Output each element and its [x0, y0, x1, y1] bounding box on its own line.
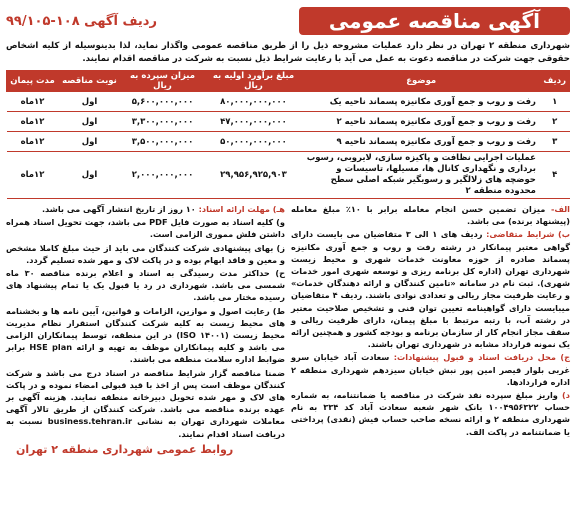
row-deposit: ۵,۶۰۰,۰۰۰,۰۰۰	[121, 92, 205, 112]
col-header-idx: ردیف	[540, 71, 570, 92]
table-row	[7, 152, 570, 199]
condition-a-key: الف-	[545, 204, 570, 214]
table-row	[7, 112, 570, 132]
row-deposit: ۳,۳۰۰,۰۰۰,۰۰۰	[121, 112, 205, 132]
row-estimate: ۸۰,۰۰۰,۰۰۰,۰۰۰	[205, 92, 303, 112]
condition-c-key: ج) محل دریافت اسناد و قبول پیشنهادات:	[389, 352, 570, 363]
row-subject: عملیات اجرایی نظافت و پاکیزه سازی، لایروبی، رسوب برداری و نگهداری کانال ها، مسیلها، تاسیسات و حوضچه های زلالگیر و رسوبگیر شبکه اصلی سطح محدوده منطقه ۲	[303, 152, 540, 199]
table-header-row	[7, 71, 570, 92]
condition-e-text: ۱۰ روز از تاریخ انتشار آگهی می باشد.	[41, 204, 196, 214]
condition-b-key: ب) شرایط متقاضی:	[482, 229, 570, 240]
tender-table	[6, 70, 570, 199]
condition-g: ز) بهای پیشنهادی شرکت کنندگان می باید از حیث مبلغ کاملا مشخص و معین و فاقد ابهام بوده و در پاکت لاک و مهر شده تسلیم گردد.	[6, 242, 285, 265]
ad-title: آگهی مناقصه عمومی	[299, 7, 570, 35]
conditions-body	[6, 203, 570, 456]
row-estimate: ۵۰,۰۰۰,۰۰۰,۰۰۰	[205, 132, 303, 152]
row-deposit: ۲,۰۰۰,۰۰۰,۰۰۰	[121, 152, 205, 199]
row-subject: رفت و روب و جمع آوری مکانیزه پسماند ناحیه ۲	[303, 112, 540, 132]
row-duration: ۱۲ماه	[7, 92, 59, 112]
intro-text: شهرداری منطقه ۲ تهران در نظر دارد عملیات مشروحه ذیل را از طریق مناقصه عمومی واگذار نماید، لذا بدینوسیله از کلیه اشخاص حقوقی جهت شرکت در مناقصه دعوت به عمل می آید با رعایت شرایط ذیل نسبت به شرکت در مناقصه اقدام نمایند.	[6, 41, 570, 64]
condition-c-text: سعادت آباد خیابان سرو غربی بلوار قیصر امین پور نبش خیابان سیزدهم شهرداری منطقه ۲ اداره قراردادها.	[291, 352, 570, 387]
col-header-estimate: مبلغ برآورد اولیه به ریال	[205, 71, 303, 92]
condition-b	[291, 228, 570, 350]
condition-h: ح) حداکثر مدت رسیدگی به اسناد و اعلام برنده مناقصه ۳۰ ماه شمسی می باشد. شهرداری در رد یا قبول یک یا تمام پیشنهاد های رسیده مختار می باشد.	[6, 268, 286, 303]
public-relations-signature: روابط عمومی شهرداری منطقه ۲ تهران	[16, 442, 234, 456]
row-idx: ۴	[540, 152, 570, 199]
row-duration: ۱۲ماه	[7, 132, 59, 152]
row-duration: ۱۲ماه	[7, 152, 59, 199]
condition-a	[291, 203, 570, 227]
condition-e	[6, 203, 285, 215]
condition-general: ضمنا مناقصه گزار شرایط مناقصه در اسناد درج می باشد و شرکت کنندگان موظف است پس از اخذ با قید قبولی امضاء نموده و در پاکت های لاک و مهر شده تحویل دبیرخانه منطقه نمایند. هزینه آگهی بر عهده برنده مناقصه می باشد. شرکت کنندگان از طریق تالار آگهی معاملات شهرداری تهران به نشانی business.tehran.ir نسبت به دریافت اسناد اقدام نمایند.	[6, 367, 286, 439]
row-subject: رفت و روب و جمع آوری مکانیزه پسماند ناحیه یک	[303, 92, 540, 112]
col-header-subject: موضوع	[303, 71, 540, 92]
row-estimate: ۴۷,۰۰۰,۰۰۰,۰۰۰	[205, 112, 303, 132]
row-round: اول	[59, 92, 121, 112]
row-subject: رفت و روب و جمع آوری مکانیزه پسماند ناحیه ۹	[303, 132, 540, 152]
condition-d-key: د)	[557, 390, 570, 401]
condition-b-text: ردیف های ۱ الی ۳ متقاضیان می بایست دارای گواهی معتبر پیمانکار در رشته رفت و روب و جمع آوری مکانیزه پسماند صادره از حوزه معاونت خدمات شهری و محیط زیست شهرداری تهران (اداره کل برنامه ریزی و توسعه شهری امور خدمات شهری). ثبت نام در سامانه «تامین کنندگان و ارائه دهندگان خدمات» و رعایت ظرفیت مجاز ریالی و تعدادی نوادی باشند. ردیف ۴ متقاضیان میبایست دارای گواهینامه تعیین توان فنی و تشخیص صلاحیت معتبر در رشته آب، با رتبه مرتبط با مبلغ پیمان، دارای ظرفیت ریالی و سقف مجاز انجام کار از سازمان برنامه و بودجه کشور و همچنین ارائه یک نمونه قرارداد مشابه در شهرداری تهران باشند.	[291, 229, 570, 350]
row-round: اول	[59, 152, 121, 199]
condition-a-text: میزان تضمین حسن انجام معامله برابر با ۱۰٪ مبلغ معامله (پیشنهاد برنده) می باشد.	[291, 204, 570, 227]
ad-header	[6, 4, 570, 38]
row-idx: ۱	[540, 92, 570, 112]
ad-number: ردیف آگهی ۱۰۸-۹۹/۱۰۵	[6, 13, 157, 29]
condition-d-text: واریز مبلغ سپرده نقد شرکت در مناقصه یا ضمانتنامه، به شماره حساب ۱۰۰۴۹۵۶۳۲۲ بانک شهر شعبه سعادت آباد کد ۳۳۴ به نام شهرداری منطقه ۲ و ارائه نسخه صاحب حساب فیش (نقدی) پرداختی یا ضمانتنامه در پاکت الف.	[291, 390, 571, 437]
table-row	[7, 132, 570, 152]
conditions-left-column	[6, 203, 285, 456]
col-header-round: نوبت مناقصه	[59, 71, 121, 92]
row-duration: ۱۲ماه	[7, 112, 59, 132]
row-idx: ۲	[540, 112, 570, 132]
conditions-right-column	[291, 203, 570, 456]
condition-e-key: هـ) مهلت ارائه اسناد:	[195, 204, 285, 214]
condition-d	[291, 389, 570, 438]
condition-f: و) کلیه اسناد به صورت فایل PDF می باشد، جهت تحویل اسناد همراه داشتن فلش مموری الزامی است.	[6, 217, 285, 240]
row-idx: ۳	[540, 132, 570, 152]
row-estimate: ۲۹,۹۵۶,۹۲۵,۹۰۳	[205, 152, 303, 199]
row-round: اول	[59, 132, 121, 152]
col-header-deposit: میزان سپرده به ریال	[121, 71, 205, 92]
col-header-duration: مدت پیمان	[7, 71, 59, 92]
condition-c	[291, 351, 570, 388]
condition-i: ط) رعایت اصول و موازین، الزامات و قوانین، آیین نامه ها و بخشنامه های محیط زیست به کلیه شرکت کنندگان استقرار نظام مدیریت محیط زیست (ISO ۱۴۰۰۱) در این منطقه، توسط پیمانکاران الزامی می باشد و کلیه پیمانکاران موظف به تهیه و ارائه HSE plan برابر ضوابط اداره سلامت منطقه می باشند.	[6, 305, 285, 365]
table-row	[7, 92, 570, 112]
row-deposit: ۳,۵۰۰,۰۰۰,۰۰۰	[121, 132, 205, 152]
row-round: اول	[59, 112, 121, 132]
